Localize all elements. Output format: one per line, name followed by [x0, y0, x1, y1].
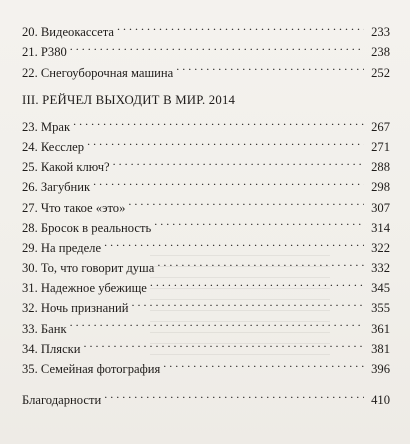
toc-entry-title: 20. Видеокассета [22, 25, 115, 40]
toc-entry-title: 31. Надежное убежище [22, 281, 147, 296]
toc-entry-page: 355 [371, 301, 390, 316]
toc-entry-title: 34. Пляски [22, 341, 81, 356]
leader-dots [117, 16, 364, 36]
toc-entry-page: 322 [371, 240, 390, 255]
toc-entry-title: 25. Какой ключ? [22, 160, 110, 175]
toc-entry-page: 381 [371, 341, 390, 356]
toc-entry-title: 29. На пределе [22, 240, 102, 255]
toc-entry-title: 26. Загубник [22, 180, 91, 195]
leader-dots [157, 252, 364, 272]
toc-entry[interactable] [22, 312, 390, 336]
toc-entry-title: 30. То, что говорит душа [22, 261, 155, 276]
toc-entry-page: 267 [371, 119, 390, 134]
toc-entry-page: 307 [371, 200, 390, 215]
leader-dots [154, 212, 364, 232]
toc-entry-title: 32. Ночь признаний [22, 301, 129, 316]
toc-entry-page: 252 [371, 65, 390, 80]
leader-dots [163, 353, 364, 373]
toc-entry-acknowledgments[interactable] [22, 384, 390, 408]
toc-entry-title: 23. Мрак [22, 119, 71, 134]
toc-entry-page: 314 [371, 220, 390, 235]
toc-entry-page: 238 [371, 45, 390, 60]
leader-dots [73, 111, 364, 131]
toc-entry-title: 35. Семейная фотография [22, 362, 161, 376]
leader-dots [113, 151, 364, 171]
leader-dots [128, 191, 364, 211]
toc-entry-page: 298 [371, 180, 390, 195]
toc-entry-page: 396 [371, 362, 390, 376]
toc-entry[interactable] [22, 131, 390, 154]
toc-entry-page: 361 [371, 321, 390, 336]
toc-entry[interactable] [22, 56, 390, 80]
toc-entry-title: Благодарности [22, 393, 102, 408]
toc-entry-page: 233 [371, 25, 390, 40]
toc-entry-title: 22. Снегоуборочная машина [22, 65, 174, 80]
table-of-contents [22, 16, 390, 408]
part-heading: III. РЕЙЧЕЛ ВЫХОДИТ В МИР. 2014 [22, 92, 236, 107]
toc-entry-title: 27. Что такое «это» [22, 200, 126, 215]
toc-entry-page: 271 [371, 139, 390, 154]
toc-entry[interactable] [22, 333, 390, 356]
leader-dots [70, 36, 364, 56]
toc-entry-page: 345 [371, 281, 390, 296]
leader-dots [104, 232, 364, 252]
toc-entry-title: 21. Р380 [22, 45, 67, 60]
leader-dots [87, 131, 364, 151]
leader-dots [104, 384, 364, 404]
toc-entry-page: 332 [371, 261, 390, 276]
toc-entry[interactable] [22, 111, 390, 134]
toc-entry-title: 24. Кесслер [22, 139, 85, 154]
toc-entry[interactable] [22, 36, 390, 60]
leader-dots [93, 171, 364, 191]
toc-entry[interactable] [22, 16, 390, 40]
leader-dots [150, 272, 364, 292]
toc-entry-title: 28. Бросок в реальность [22, 220, 152, 235]
leader-dots [131, 292, 364, 312]
leader-dots [176, 56, 364, 76]
leader-dots [84, 333, 364, 353]
leader-dots [70, 312, 364, 332]
toc-entry-title: 33. Банк [22, 321, 67, 336]
toc-entry-page: 410 [371, 393, 390, 408]
toc-entry-page: 288 [371, 160, 390, 175]
